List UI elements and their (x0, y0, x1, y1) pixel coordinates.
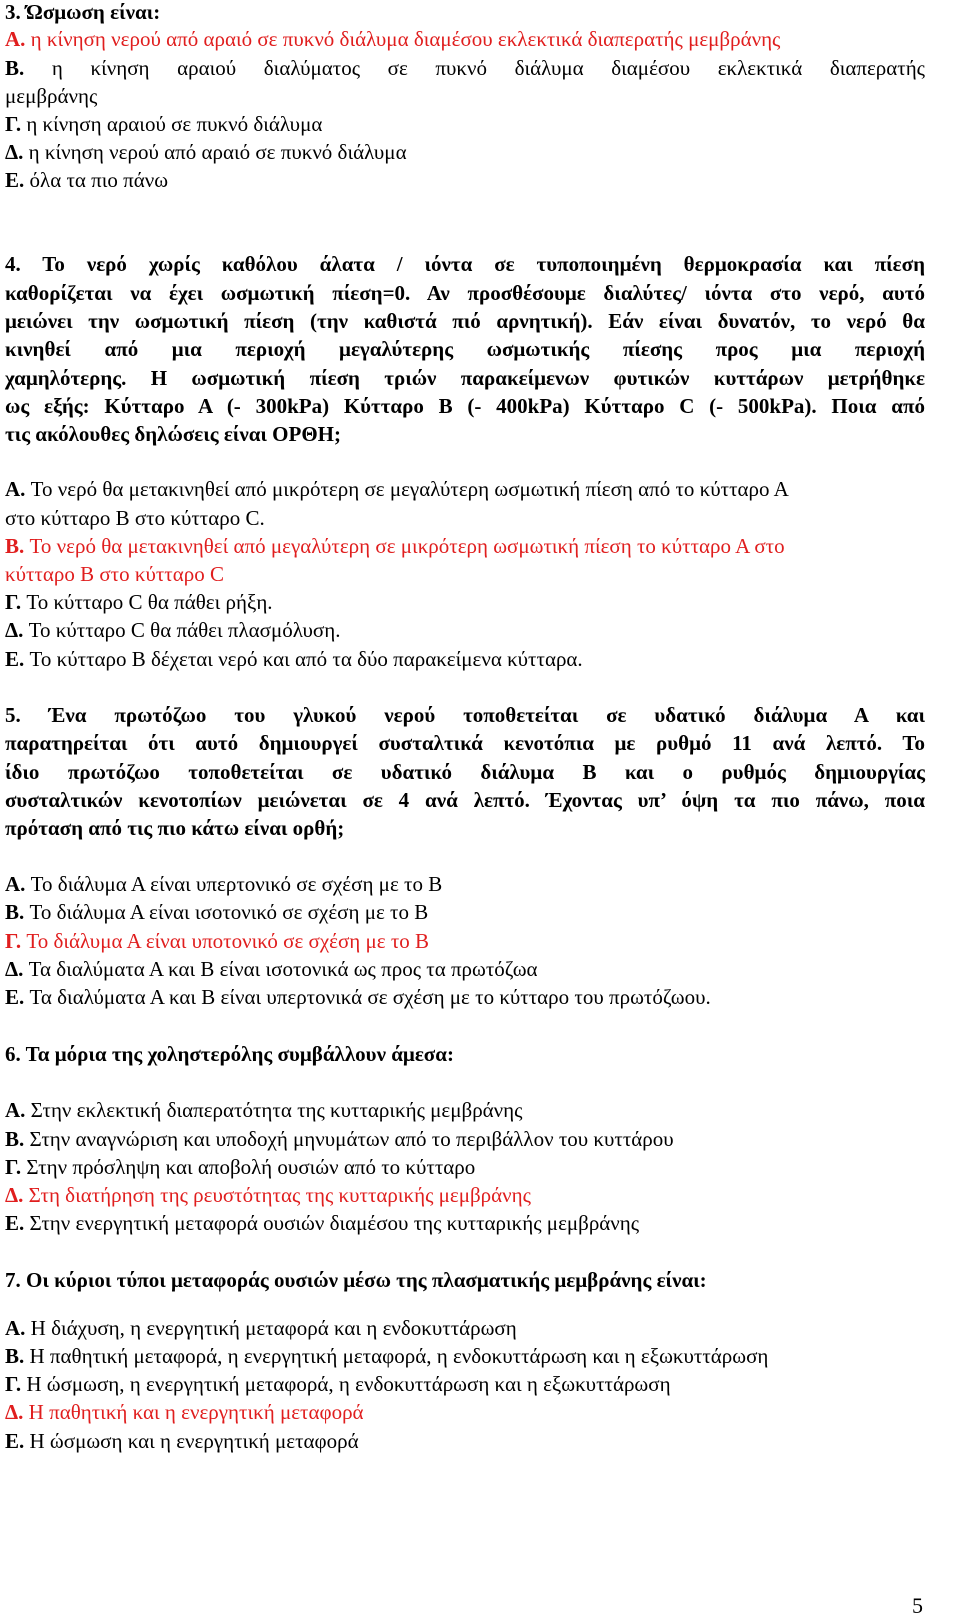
q4-question-line: τις ακόλουθες δηλώσεις είναι ΟΡΘΗ; (5, 422, 342, 446)
question-3-title: 3. Ώσμωση είναι: (5, 0, 161, 24)
q3-option-c: Γ. η κίνηση αραιού σε πυκνό διάλυμα (5, 112, 323, 136)
q7-option-c: Γ. Η ώσμωση, η ενεργητική μεταφορά, η ενδοκυττάρωση και η εξωκυττάρωση (5, 1372, 671, 1396)
q4-option-c: Γ. Το κύτταρο C θα πάθει ρήξη. (5, 590, 273, 614)
q7-option-e: Ε. Η ώσμωση και η ενεργητική μεταφορά (5, 1429, 359, 1453)
q3-option-b: Β. η κίνηση αραιού διαλύματος σε πυκνό διάλυμα διαμέσου εκλεκτικά διαπερατής (5, 56, 926, 80)
q7-option-d: Δ. Η παθητική και η ενεργητική μεταφορά (5, 1400, 364, 1424)
q5-option-b: Β. Το διάλυμα Α είναι ισοτονικό σε σχέση με το Β (5, 900, 429, 924)
q6-option-e: Ε. Στην ενεργητική μεταφορά ουσιών διαμέσου της κυτταρικής μεμβράνης (5, 1211, 640, 1235)
q5-question-line: ίδιο πρωτόζωο τοποθετείται σε υδατικό διάλυμα Β και ο ρυθμός δημιουργίας (5, 760, 925, 784)
q6-option-d: Δ. Στη διατήρηση της ρευστότητας της κυτταρικής μεμβράνης (5, 1183, 531, 1207)
q3-option-b-cont: μεμβράνης (5, 84, 98, 108)
q4-option-b: Β. Το νερό θα μετακινηθεί από μεγαλύτερη σε μικρότερη ωσμωτική πίεση το κύτταρο Α στο (5, 534, 785, 558)
q5-question-line: παρατηρείται ότι αυτό δημιουργεί συσταλτικά κενοτόπια με ρυθμό 11 ανά λεπτό. Το (5, 731, 925, 755)
q5-question-line: 5. Ένα πρωτόζωο του γλυκού νερού τοποθετείται σε υδατικό διάλυμα Α και (5, 703, 925, 727)
q6-option-b: Β. Στην αναγνώριση και υποδοχή μηνυμάτων από το περιβάλλον του κυττάρου (5, 1127, 674, 1151)
q5-question-line: συσταλτικών κενοτοπίων μειώνεται σε 4 ανά λεπτό. Έχοντας υπ’ όψη τα πιο πάνω, ποια (5, 788, 925, 812)
q4-question-line: κινηθεί από μια περιοχή μεγαλύτερης ωσμωτικής πίεσης προς μια περιοχή (5, 337, 925, 361)
q7-option-b: Β. Η παθητική μεταφορά, η ενεργητική μεταφορά, η ενδοκυττάρωση και η εξωκυττάρωση (5, 1344, 769, 1368)
q4-option-d: Δ. Το κύτταρο C θα πάθει πλασμόλυση. (5, 618, 341, 642)
question-6-title: 6. Τα μόρια της χοληστερόλης συμβάλλουν άμεσα: (5, 1042, 454, 1066)
q5-option-e: Ε. Τα διαλύματα Α και Β είναι υπερτονικά σε σχέση με το κύτταρο του πρωτόζωου. (5, 985, 711, 1009)
q4-option-a-cont: στο κύτταρο Β στο κύτταρο C. (5, 506, 265, 530)
q3-option-a-letter: Α (5, 27, 21, 51)
q4-option-e: Ε. Το κύτταρο Β δέχεται νερό και από τα δύο παρακείμενα κύτταρα. (5, 647, 583, 671)
q5-question-line: πρόταση από τις πιο κάτω είναι ορθή; (5, 816, 345, 840)
q4-question-line: 4. Το νερό χωρίς καθόλου άλατα / ιόντα σε τυποποιημένη θερμοκρασία και πίεση (5, 252, 925, 276)
q5-option-c: Γ. Το διάλυμα Α είναι υποτονικό σε σχέση με το Β (5, 929, 430, 953)
q4-question-line: μειώνει την ωσμωτική πίεση (την καθιστά πιό αρνητική). Εάν είναι δυνατόν, το νερό θα (5, 309, 925, 333)
question-7-title: 7. Οι κύριοι τύποι μεταφοράς ουσιών μέσω της πλασματικής μεμβράνης είναι: (5, 1268, 707, 1292)
q4-option-a: Α. Το νερό θα μετακινηθεί από μικρότερη σε μεγαλύτερη ωσμωτική πίεση από το κύτταρο Α (5, 477, 789, 501)
q5-option-d: Δ. Τα διαλύματα Α και Β είναι ισοτονικά ως προς τα πρωτόζωα (5, 957, 538, 981)
q3-option-b-letter: Β (5, 56, 20, 80)
q4-question-line: ως εξής: Κύτταρο Α (- 300kPa) Κύτταρο Β (- 400kPa) Κύτταρο C (- 500kPa). Ποια από (5, 394, 925, 418)
q3-option-a: Α. η κίνηση νερού από αραιό σε πυκνό διάλυμα διαμέσου εκλεκτικά διαπερατής μεμβράνης (5, 27, 781, 51)
q7-option-a: Α. Η διάχυση, η ενεργητική μεταφορά και η ενδοκυττάρωση (5, 1316, 517, 1340)
page-number: 5 (912, 1593, 923, 1618)
q4-question-line: καθορίζεται να έχει ωσμωτική πίεση=0. Αν προσθέσουμε διαλύτες/ ιόντα στο νερό, αυτό (5, 281, 925, 305)
q4-question-line: χαμηλότερης. Η ωσμωτική πίεση τριών παρακείμενων φυτικών κυττάρων μετρήθηκε (5, 366, 925, 390)
q4-option-b-cont: κύτταρο Β στο κύτταρο C (5, 562, 224, 586)
q6-option-a: Α. Στην εκλεκτική διαπερατότητα της κυτταρικής μεμβράνης (5, 1098, 523, 1122)
q5-option-a: Α. Το διάλυμα Α είναι υπερτονικό σε σχέση με το Β (5, 872, 443, 896)
q3-option-d: Δ. η κίνηση νερού από αραιό σε πυκνό διάλυμα (5, 140, 407, 164)
q6-option-c: Γ. Στην πρόσληψη και αποβολή ουσιών από το κύτταρο (5, 1155, 476, 1179)
q3-option-e: Ε. όλα τα πιο πάνω (5, 168, 169, 192)
